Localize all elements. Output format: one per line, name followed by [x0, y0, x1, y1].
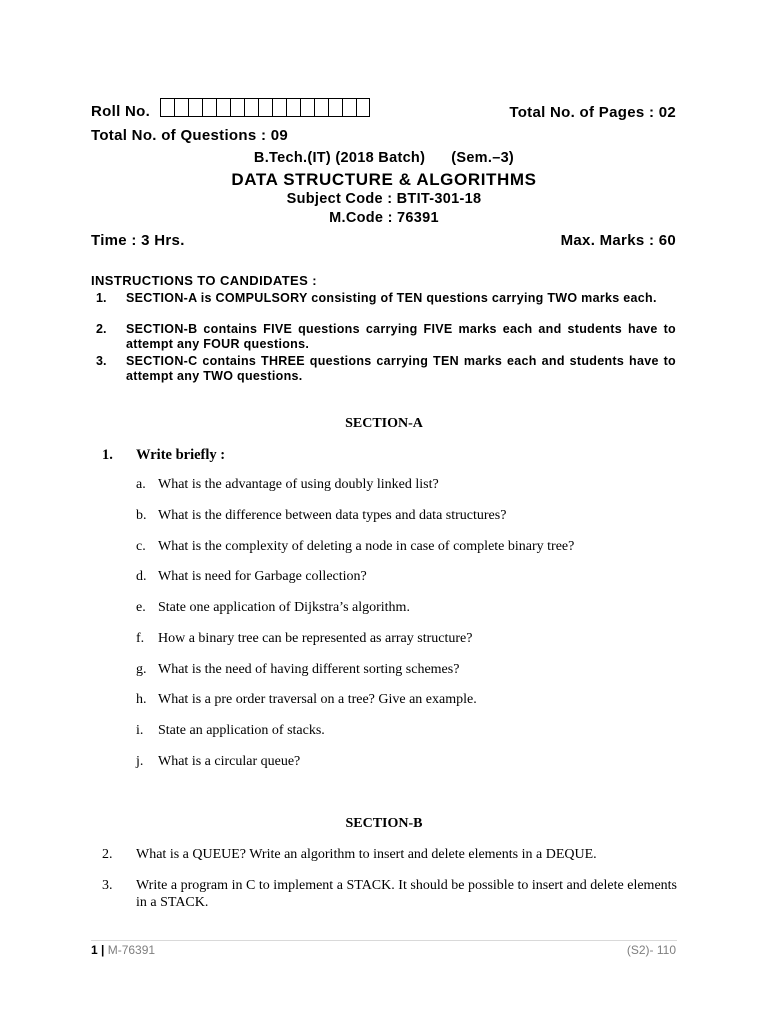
subquestion: [136, 723, 325, 739]
subquestion: [136, 508, 506, 524]
subquestion-text: State an application of stacks.: [158, 723, 325, 738]
roll-number-box: [230, 98, 244, 117]
question-text: Write a program in C to implement a STACK. It should be possible to insert and delete elements in a STACK.: [136, 878, 677, 910]
instruction-number: 1.: [96, 291, 107, 305]
subquestion-text: What is a circular queue?: [158, 754, 301, 769]
roll-number-box: [300, 98, 314, 117]
roll-number-box: [188, 98, 202, 117]
subquestion-letter: d.: [136, 569, 147, 584]
roll-number-label: Roll No.: [91, 103, 151, 120]
footer-code: M-76391: [107, 943, 156, 957]
subquestion-letter: g.: [136, 662, 147, 677]
instruction-text: SECTION-A is COMPULSORY consisting of TEN questions carrying TWO marks each.: [126, 291, 657, 305]
question-text: What is a QUEUE? Write an algorithm to insert and delete elements in a DEQUE.: [136, 847, 597, 862]
subquestion-text: What is need for Garbage collection?: [158, 569, 367, 584]
instruction-item: [96, 291, 676, 306]
subquestion-letter: b.: [136, 508, 147, 523]
subquestion-letter: f.: [136, 631, 145, 646]
course-name: B.Tech.(IT) (2018 Batch): [253, 150, 426, 166]
subquestion: [136, 539, 574, 555]
subquestion-text: State one application of Dijkstra’s algorithm.: [158, 600, 410, 615]
subject-code: Subject Code : BTIT-301-18: [286, 191, 482, 207]
instruction-item: [96, 322, 676, 352]
question-number: 1.: [102, 447, 113, 463]
question-number: 3.: [102, 878, 113, 893]
subquestion-letter: j.: [136, 754, 144, 769]
roll-number-box: [202, 98, 216, 117]
footer-separator: |: [97, 943, 108, 957]
subquestion: [136, 600, 410, 616]
subquestion-letter: c.: [136, 539, 146, 554]
roll-number-box: [160, 98, 174, 117]
total-questions: Total No. of Questions : 09: [91, 127, 288, 144]
footer-page-info: [91, 943, 155, 957]
section-b-heading: SECTION-B: [345, 816, 423, 831]
roll-number-box: [286, 98, 300, 117]
roll-number-box: [356, 98, 370, 117]
section-a-heading: SECTION-A: [345, 416, 423, 431]
subquestion: [136, 477, 439, 493]
paper-title: DATA STRUCTURE & ALGORITHMS: [231, 170, 537, 189]
roll-number-box: [342, 98, 356, 117]
instruction-number: 3.: [96, 354, 107, 368]
subquestion: [136, 692, 477, 708]
roll-number-box: [174, 98, 188, 117]
subquestion-letter: i.: [136, 723, 144, 738]
subquestion-letter: h.: [136, 692, 147, 707]
roll-number-box: [244, 98, 258, 117]
instruction-text: SECTION-B contains FIVE questions carrying FIVE marks each and students have to attempt any FOUR questions.: [126, 322, 676, 351]
instructions-heading: INSTRUCTIONS TO CANDIDATES :: [91, 273, 317, 288]
question-text: Write briefly :: [136, 447, 226, 463]
question-item: [102, 877, 677, 911]
subquestion: [136, 754, 300, 770]
subquestion-text: What is the advantage of using doubly linked list?: [158, 477, 439, 492]
instruction-item: [96, 354, 676, 384]
subquestion-text: What is a pre order traversal on a tree? Give an example.: [158, 692, 477, 707]
roll-number-boxes: [160, 98, 370, 118]
semester: (Sem.–3): [451, 150, 515, 166]
m-code: M.Code : 76391: [329, 210, 439, 226]
roll-number-box: [216, 98, 230, 117]
question-item: [102, 846, 677, 863]
subquestion-letter: a.: [136, 477, 146, 492]
subquestion: [136, 631, 472, 647]
footer-right-code: (S2)- 110: [626, 943, 676, 957]
course-line: [0, 150, 768, 166]
subquestion: [136, 569, 367, 585]
roll-number-box: [258, 98, 272, 117]
roll-number-box: [314, 98, 328, 117]
question-number: 2.: [102, 847, 113, 862]
roll-number-box: [328, 98, 342, 117]
subquestion-text: What is the need of having different sorting schemes?: [158, 662, 460, 677]
total-pages: Total No. of Pages : 02: [509, 104, 676, 121]
instruction-number: 2.: [96, 322, 107, 336]
footer-divider: [91, 940, 677, 941]
subquestion-text: What is the difference between data types and data structures?: [158, 508, 507, 523]
roll-number-box: [272, 98, 286, 117]
page-number: 1: [91, 943, 98, 957]
instruction-text: SECTION-C contains THREE questions carrying TEN marks each and students have to attempt any TWO questions.: [126, 354, 676, 383]
subquestion-text: What is the complexity of deleting a node in case of complete binary tree?: [158, 539, 575, 554]
subquestion: [136, 662, 459, 678]
time-allowed: Time : 3 Hrs.: [91, 232, 185, 249]
subquestion-text: How a binary tree can be represented as array structure?: [158, 631, 473, 646]
max-marks: Max. Marks : 60: [560, 232, 676, 249]
subquestion-letter: e.: [136, 600, 146, 615]
